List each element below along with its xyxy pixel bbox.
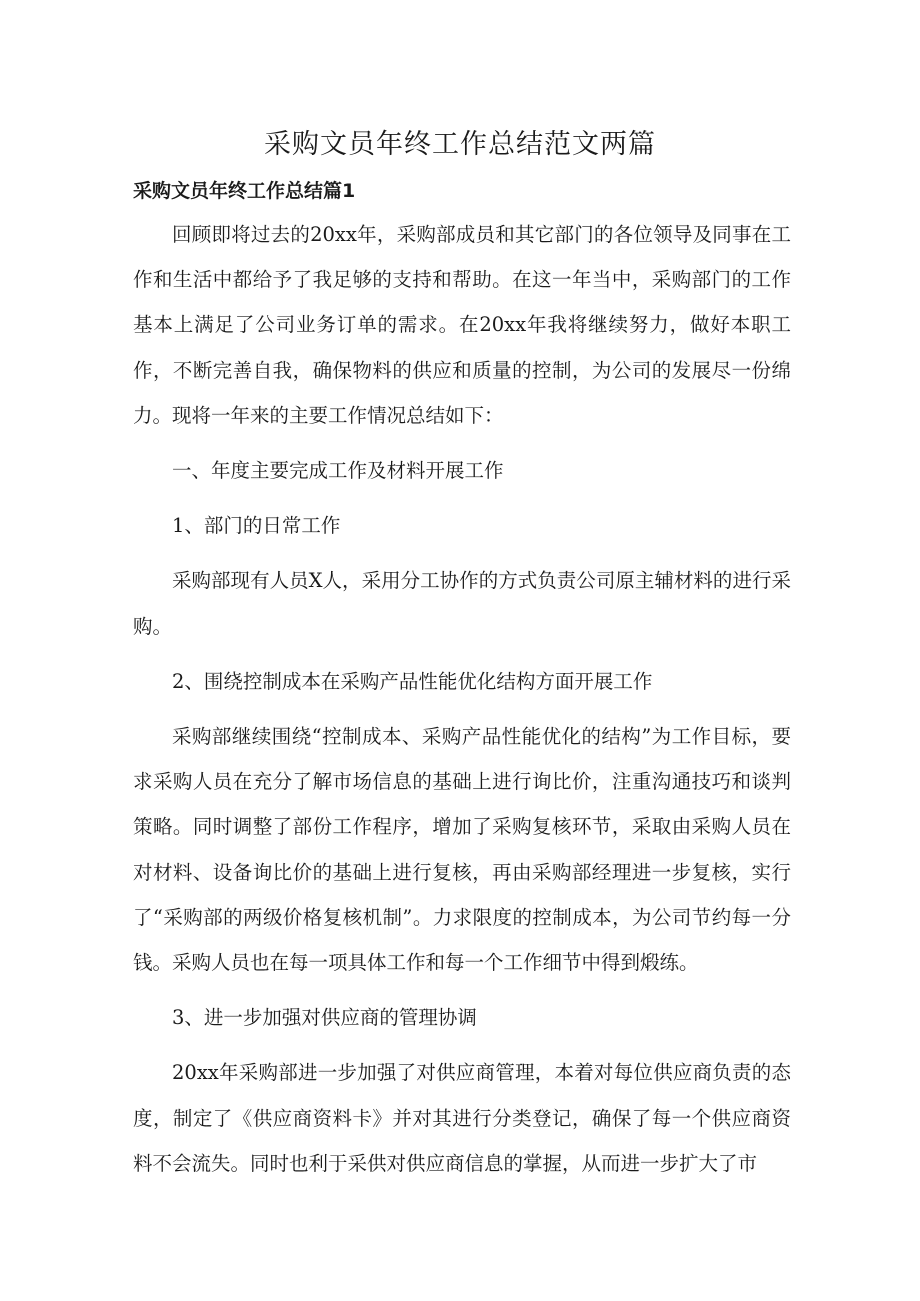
section-title: 采购文员年终工作总结篇1 [133, 180, 356, 202]
paragraph-cost-control: 采购部继续围绕“控制成本、采购产品性能优化的结构”为工作目标，要求采购人员在充分了解市场信息的基础上进行询比价，注重沟通技巧和谈判策略。同时调整了部份工作程序，增加了采购复核环节，采取由采购人员在对材料、设备询比价的基础上进行复核，再由采购部经理进一步复核，实行了“采购部的两级价格复核机制”。力求限度的控制成本，为公司节约每一分钱。采购人员也在每一项具体工作和每一个工作细节中得到煅练。 [133, 725, 791, 975]
heading-annual-work: 一、年度主要完成工作及材料开展工作 [172, 459, 504, 483]
document-title: 采购文员年终工作总结范文两篇 [264, 129, 656, 160]
heading-cost-control: 2、围绕控制成本在采购产品性能优化结构方面开展工作 [172, 669, 653, 693]
heading-supplier-management: 3、进一步加强对供应商的管理协调 [172, 1006, 477, 1030]
document-body [133, 212, 791, 1196]
paragraph-supplier-management: 20xx年采购部进一步加强了对供应商管理，本着对每位供应商负责的态度，制定了《供应商资料卡》并对其进行分类登记，确保了每一个供应商资料不会流失。同时也利于采供对供应商信息的掌握，从而进一步扩大了市 [133, 1061, 791, 1175]
paragraph-daily-work: 采购部现有人员X人，采用分工协作的方式负责公司原主辅材料的进行采购。 [133, 569, 791, 638]
heading-daily-work: 1、部门的日常工作 [172, 514, 341, 538]
paragraph-intro: 回顾即将过去的20xx年，采购部成员和其它部门的各位领导及同事在工作和生活中都给予了我足够的支持和帮助。在这一年当中，采购部门的工作基本上满足了公司业务订单的需求。在20xx年我将继续努力，做好本职工作，不断完善自我，确保物料的供应和质量的控制，为公司的发展尽一份绵力。现将一年来的主要工作情况总结如下： [133, 223, 791, 427]
